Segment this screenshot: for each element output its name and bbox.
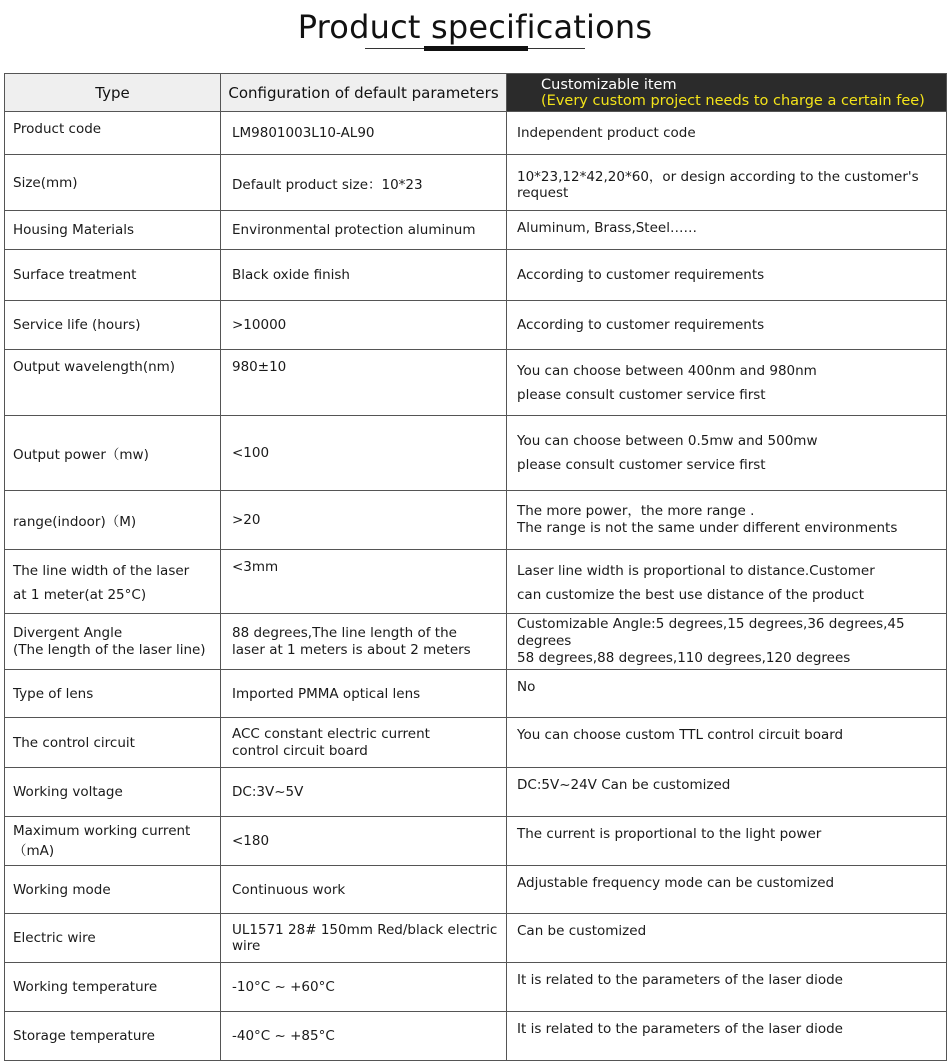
cell-type bbox=[5, 491, 221, 550]
cell-default bbox=[221, 350, 507, 416]
table-row bbox=[5, 211, 947, 250]
cell-text: You can choose between 400nm and 980nm bbox=[517, 363, 817, 379]
cell-text: According to customer requirements bbox=[517, 317, 765, 333]
cell-text: 58 degrees,88 degrees,110 degrees,120 degrees bbox=[517, 650, 851, 666]
cell-custom bbox=[507, 416, 947, 491]
column-header-custom bbox=[507, 74, 947, 112]
cell-text: >20 bbox=[232, 512, 261, 528]
cell-text: <180 bbox=[232, 833, 270, 849]
cell-text: <100 bbox=[232, 445, 270, 461]
cell-text: ACC constant electric current bbox=[232, 725, 430, 742]
cell-text: DC:5V~24V Can be customized bbox=[517, 777, 731, 793]
custom-header-fee-note: (Every custom project needs to charge a certain fee) bbox=[541, 92, 925, 109]
cell-default bbox=[221, 250, 507, 301]
cell-custom bbox=[507, 718, 947, 768]
title-underline-accent bbox=[424, 46, 528, 51]
cell-text: Black oxide finish bbox=[232, 267, 350, 283]
table-row bbox=[5, 718, 947, 768]
cell-text: 980±10 bbox=[232, 359, 287, 375]
table-header-row bbox=[5, 74, 947, 112]
cell-custom bbox=[507, 301, 947, 350]
table-row bbox=[5, 301, 947, 350]
cell-text: The line width of the laser bbox=[13, 563, 190, 579]
cell-default bbox=[221, 155, 507, 211]
table-row bbox=[5, 768, 947, 817]
cell-text: at 1 meter(at 25°C) bbox=[13, 587, 147, 603]
cell-type bbox=[5, 155, 221, 211]
column-header-default: Configuration of default parameters bbox=[221, 74, 507, 112]
cell-text: can customize the best use distance of the product bbox=[517, 587, 864, 603]
cell-text: Storage temperature bbox=[13, 1028, 155, 1044]
cell-default bbox=[221, 670, 507, 718]
table-row bbox=[5, 250, 947, 301]
cell-text: UL1571 28# 150mm Red/black electric wire bbox=[232, 922, 498, 954]
cell-text: Type of lens bbox=[13, 685, 94, 702]
cell-type bbox=[5, 211, 221, 250]
cell-custom bbox=[507, 670, 947, 718]
cell-default bbox=[221, 817, 507, 866]
cell-default bbox=[221, 768, 507, 817]
cell-text: The range is not the same under different environments bbox=[517, 520, 898, 536]
table-row bbox=[5, 550, 947, 614]
table-row bbox=[5, 614, 947, 670]
table-row bbox=[5, 866, 947, 914]
cell-default bbox=[221, 866, 507, 914]
cell-text: Customizable Angle:5 degrees,15 degrees,36 degrees,45 degrees bbox=[517, 616, 905, 649]
cell-default bbox=[221, 112, 507, 155]
cell-text: DC:3V~5V bbox=[232, 784, 304, 800]
cell-default bbox=[221, 550, 507, 614]
cell-text: range(indoor)（M) bbox=[13, 514, 137, 530]
cell-default bbox=[221, 614, 507, 670]
cell-text: Environmental protection aluminum bbox=[232, 222, 476, 238]
cell-text: Product code bbox=[13, 121, 102, 137]
cell-custom bbox=[507, 112, 947, 155]
cell-custom bbox=[507, 817, 947, 866]
cell-custom bbox=[507, 768, 947, 817]
cell-type bbox=[5, 817, 221, 866]
cell-text: Maximum working current（mA) bbox=[13, 823, 191, 859]
cell-text: According to customer requirements bbox=[517, 267, 765, 283]
cell-text: Divergent Angle bbox=[13, 624, 123, 641]
table-row bbox=[5, 491, 947, 550]
cell-text: please consult customer service first bbox=[517, 457, 766, 473]
cell-default bbox=[221, 963, 507, 1012]
cell-text: 10*23,12*42,20*60，or design according to the customer's request bbox=[517, 168, 919, 201]
cell-text: Output power（mw) bbox=[13, 447, 149, 463]
cell-custom bbox=[507, 614, 947, 670]
cell-text: It is related to the parameters of the laser diode bbox=[517, 1021, 843, 1037]
cell-default bbox=[221, 416, 507, 491]
cell-text: Service life (hours) bbox=[13, 317, 141, 333]
cell-text: -40°C ~ +85°C bbox=[232, 1028, 335, 1044]
cell-custom bbox=[507, 211, 947, 250]
cell-text: Aluminum, Brass,Steel…… bbox=[517, 220, 697, 236]
cell-custom bbox=[507, 550, 947, 614]
cell-default bbox=[221, 718, 507, 768]
cell-text: No bbox=[517, 679, 536, 695]
cell-custom bbox=[507, 155, 947, 211]
cell-text: Size(mm) bbox=[13, 174, 78, 191]
cell-text: >10000 bbox=[232, 317, 287, 333]
cell-text: The more power，the more range . bbox=[517, 503, 755, 519]
cell-text: LM9801003L10-AL90 bbox=[232, 125, 375, 141]
cell-text: control circuit board bbox=[232, 742, 368, 759]
cell-text: Housing Materials bbox=[13, 222, 135, 238]
cell-type bbox=[5, 670, 221, 718]
cell-custom bbox=[507, 1012, 947, 1061]
table-row bbox=[5, 670, 947, 718]
cell-text: Default product size：10*23 bbox=[232, 176, 423, 193]
table-row bbox=[5, 112, 947, 155]
cell-text: Output wavelength(nm) bbox=[13, 359, 176, 375]
cell-text: Laser line width is proportional to distance.Customer bbox=[517, 563, 875, 579]
cell-text: Working voltage bbox=[13, 784, 123, 800]
cell-type bbox=[5, 1012, 221, 1061]
cell-custom bbox=[507, 866, 947, 914]
table-row bbox=[5, 350, 947, 416]
cell-text: Surface treatment bbox=[13, 267, 137, 283]
cell-type bbox=[5, 550, 221, 614]
cell-type bbox=[5, 250, 221, 301]
cell-text: Working mode bbox=[13, 881, 111, 898]
cell-text: It is related to the parameters of the laser diode bbox=[517, 972, 843, 988]
spec-table bbox=[4, 73, 947, 1061]
cell-custom bbox=[507, 250, 947, 301]
cell-type bbox=[5, 112, 221, 155]
cell-text: (The length of the laser line) bbox=[13, 641, 206, 658]
cell-type bbox=[5, 914, 221, 963]
cell-default bbox=[221, 914, 507, 963]
cell-text: The current is proportional to the light power bbox=[517, 826, 822, 842]
cell-text: Imported PMMA optical lens bbox=[232, 685, 421, 702]
cell-text: Continuous work bbox=[232, 881, 346, 898]
cell-type bbox=[5, 768, 221, 817]
cell-default bbox=[221, 211, 507, 250]
cell-custom bbox=[507, 914, 947, 963]
cell-type bbox=[5, 350, 221, 416]
cell-text: 88 degrees,The line length of the bbox=[232, 624, 457, 641]
cell-text: Can be customized bbox=[517, 923, 647, 939]
cell-text: -10°C ~ +60°C bbox=[232, 979, 335, 995]
table-row bbox=[5, 817, 947, 866]
cell-default bbox=[221, 1012, 507, 1061]
cell-text: laser at 1 meters is about 2 meters bbox=[232, 641, 471, 658]
title-area bbox=[0, 0, 950, 73]
cell-custom bbox=[507, 963, 947, 1012]
cell-type bbox=[5, 416, 221, 491]
cell-text: <3mm bbox=[232, 559, 279, 575]
cell-type bbox=[5, 614, 221, 670]
table-row bbox=[5, 416, 947, 491]
table-row bbox=[5, 963, 947, 1012]
cell-text: Electric wire bbox=[13, 930, 96, 946]
cell-text: Working temperature bbox=[13, 979, 158, 995]
table-row bbox=[5, 155, 947, 211]
cell-default bbox=[221, 491, 507, 550]
cell-custom bbox=[507, 350, 947, 416]
cell-default bbox=[221, 301, 507, 350]
cell-text: You can choose custom TTL control circuit board bbox=[517, 727, 844, 743]
table-row bbox=[5, 914, 947, 963]
page-title: Product specifications bbox=[297, 8, 653, 46]
column-header-type: Type bbox=[5, 74, 221, 112]
cell-text: Independent product code bbox=[517, 125, 696, 141]
custom-header-label: Customizable item bbox=[541, 76, 677, 93]
cell-type bbox=[5, 866, 221, 914]
cell-text: please consult customer service first bbox=[517, 387, 766, 403]
cell-custom bbox=[507, 491, 947, 550]
cell-text: You can choose between 0.5mw and 500mw bbox=[517, 433, 818, 449]
cell-text: The control circuit bbox=[13, 734, 135, 751]
cell-type bbox=[5, 963, 221, 1012]
cell-type bbox=[5, 301, 221, 350]
table-row bbox=[5, 1012, 947, 1061]
cell-type bbox=[5, 718, 221, 768]
cell-text: Adjustable frequency mode can be customized bbox=[517, 875, 835, 891]
